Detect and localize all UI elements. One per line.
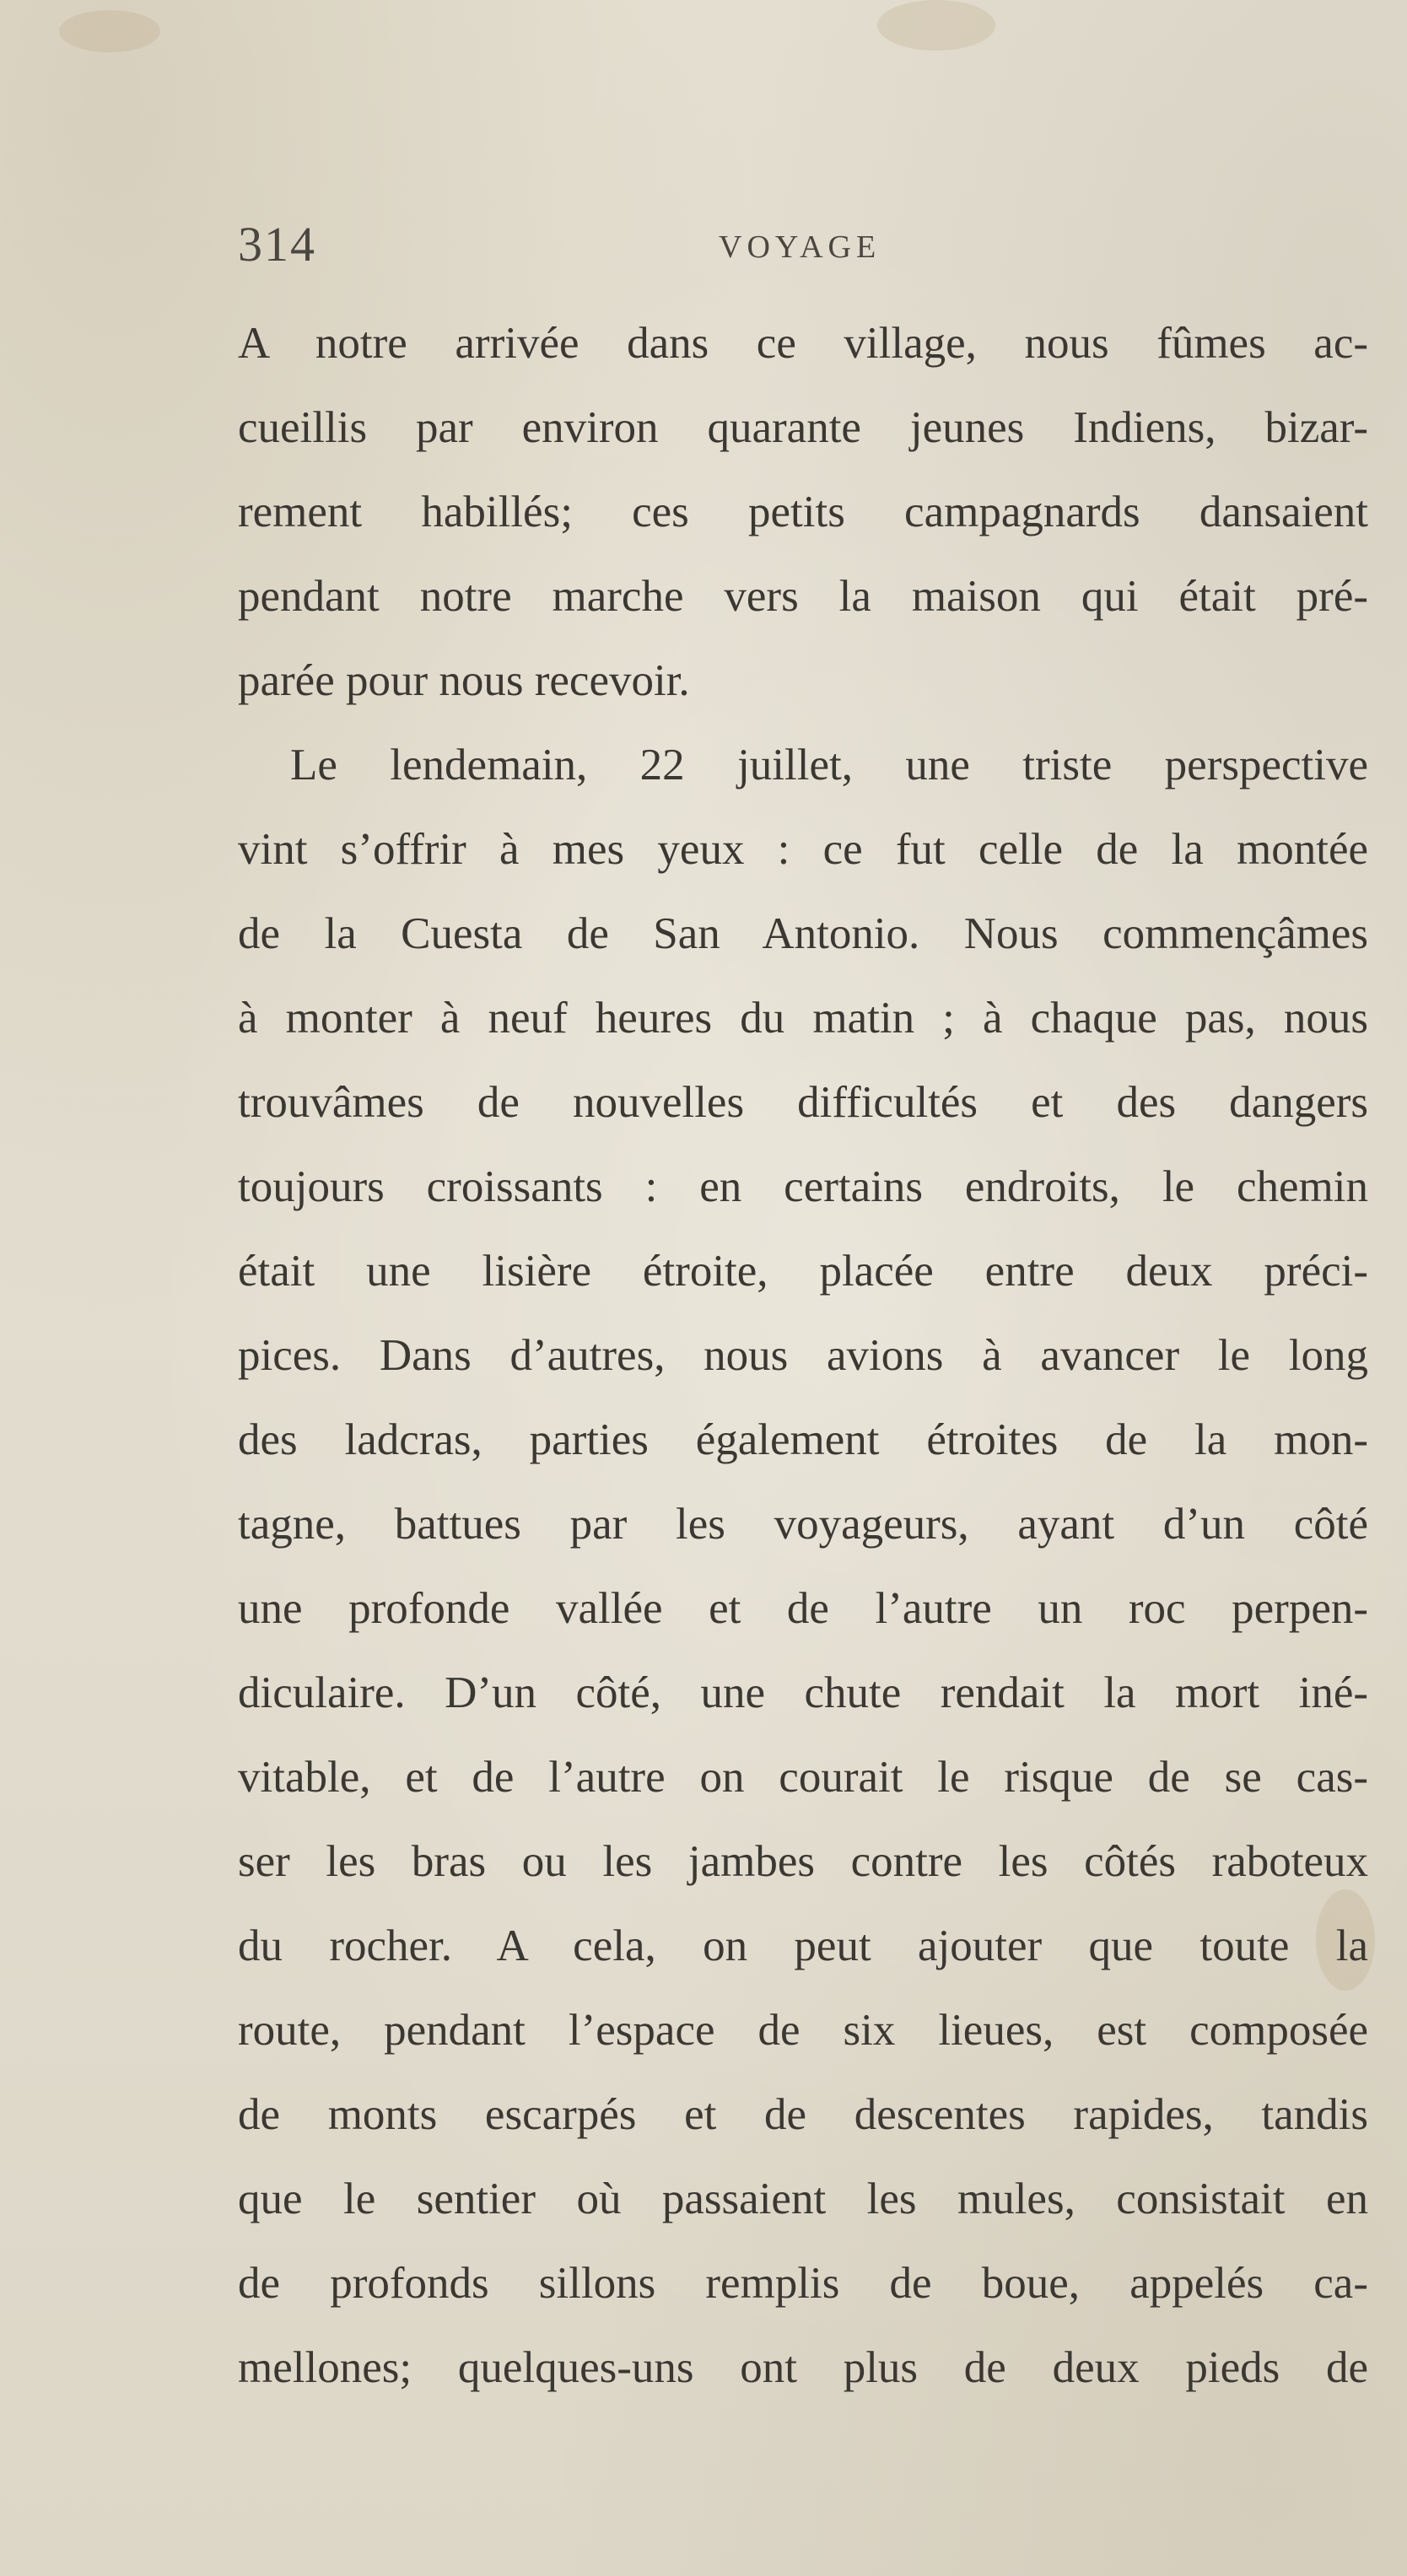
text-line: tagne, battues par les voyageurs, ayant d’un côté xyxy=(238,1500,1368,1549)
text-line: des ladcras, parties également étroites de la mon- xyxy=(238,1415,1368,1464)
text-line: que le sentier où passaient les mules, consistait en xyxy=(238,2175,1368,2223)
text-line: vitable, et de l’autre on courait le risque de se cas- xyxy=(238,1753,1368,1802)
text-line: diculaire. D’un côté, une chute rendait la mort iné- xyxy=(238,1668,1368,1717)
running-head xyxy=(238,215,1368,291)
text-line: une profonde vallée et de l’autre un roc perpen- xyxy=(238,1584,1368,1633)
text-line: route, pendant l’espace de six lieues, est composée xyxy=(238,2006,1368,2055)
text-line: pendant notre marche vers la maison qui était pré- xyxy=(238,572,1368,621)
text-line: de profonds sillons remplis de boue, appelés ca- xyxy=(238,2259,1368,2308)
text-line: A notre arrivée dans ce village, nous fûmes ac- xyxy=(238,319,1368,368)
text-line: parée pour nous recevoir. xyxy=(238,656,690,705)
text-line: à monter à neuf heures du matin ; à chaque pas, nous xyxy=(238,994,1368,1043)
page-number: 314 xyxy=(238,217,316,272)
text-line: pices. Dans d’autres, nous avions à avancer le long xyxy=(238,1331,1368,1380)
running-title: VOYAGE xyxy=(719,229,881,265)
text-line: cueillis par environ quarante jeunes Indiens, bizar- xyxy=(238,403,1368,452)
text-line: toujours croissants : en certains endroits, le chemin xyxy=(238,1162,1368,1211)
text-line: de la Cuesta de San Antonio. Nous commençâmes xyxy=(238,909,1368,958)
text-line: trouvâmes de nouvelles difficultés et des dangers xyxy=(238,1078,1368,1127)
text-line: vint s’offrir à mes yeux : ce fut celle de la montée xyxy=(238,825,1368,874)
text-line: du rocher. A cela, on peut ajouter que toute la xyxy=(238,1921,1368,1970)
body-text xyxy=(238,301,1368,2410)
paper-stain xyxy=(877,0,995,51)
text-line: ser les bras ou les jambes contre les côtés raboteux xyxy=(238,1837,1368,1886)
text-line: mellones; quelques-uns ont plus de deux pieds de xyxy=(238,2343,1368,2392)
text-line: était une lisière étroite, placée entre deux préci- xyxy=(238,1247,1368,1296)
text-line: Le lendemain, 22 juillet, une triste perspective xyxy=(290,741,1368,790)
text-line: rement habillés; ces petits campagnards dansaient xyxy=(238,488,1368,536)
text-line: de monts escarpés et de descentes rapides, tandis xyxy=(238,2090,1368,2139)
paper-stain xyxy=(59,10,160,52)
